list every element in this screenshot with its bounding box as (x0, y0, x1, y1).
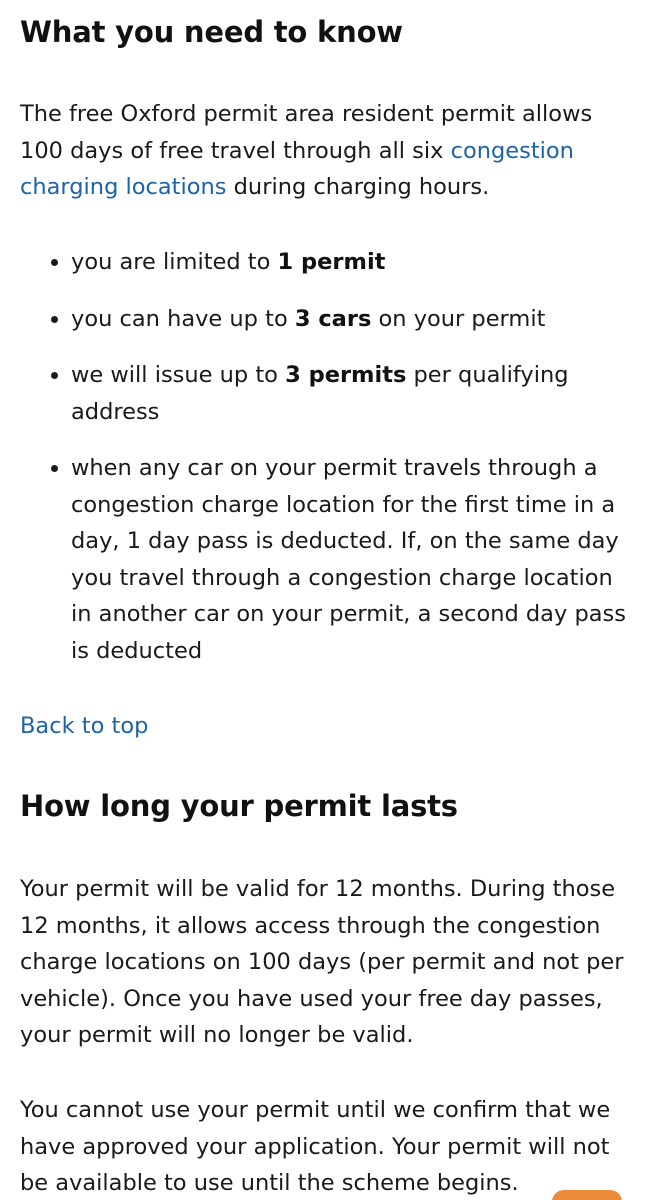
list-item (20, 450, 636, 669)
floating-feedback-tab[interactable] (552, 1190, 622, 1200)
intro-text-before-link: The free Oxford permit area resident permit allows 100 days of free travel through all six (20, 101, 593, 164)
congestion-charging-locations-link[interactable]: congestion charging locations (20, 137, 574, 200)
approval-paragraph: You cannot use your permit until we confirm that we have approved your application. Your permit will not be available to use until the scheme begins. (20, 1097, 611, 1196)
bullet-dot-icon (51, 372, 58, 379)
list-item (20, 301, 636, 338)
intro-text-after-link: during charging hours. (226, 174, 490, 200)
list-item-text-after: per qualifying address (71, 362, 569, 425)
list-item-text: we will issue up to (71, 362, 286, 388)
list-item-bold: 3 permits (285, 362, 407, 388)
list-item-text: when any car on your permit travels through a congestion charge location for the first time in a day, 1 day pass is deducted. If, on the same day you travel through a congestion charge location in another car on your permit, a second day pass is deducted (71, 455, 626, 664)
list-item-bold: 3 cars (294, 305, 372, 332)
list-item-bold: 1 permit (277, 249, 386, 275)
heading-what-you-need-to-know: What you need to know (20, 15, 403, 49)
back-to-top-link[interactable]: Back to top (20, 713, 149, 739)
bullet-dot-icon (51, 259, 58, 266)
permit-rules-list (20, 244, 636, 689)
intro-paragraph (20, 96, 636, 206)
list-item-text: you can have up to (71, 305, 295, 332)
validity-paragraph: Your permit will be valid for 12 months. During those 12 months, it allows access through the congestion charge locations on 100 days (per permit and not per vehicle). Once you have used your free day passes, your permit will no longer be valid. (20, 876, 624, 1048)
list-item (20, 357, 636, 430)
bullet-dot-icon (51, 465, 58, 472)
list-item (20, 244, 636, 281)
list-item-text: you are limited to (71, 249, 278, 275)
bullet-dot-icon (51, 316, 58, 323)
list-item-text-after: on your permit (371, 305, 546, 332)
heading-how-long-permit-lasts: How long your permit lasts (20, 789, 458, 823)
